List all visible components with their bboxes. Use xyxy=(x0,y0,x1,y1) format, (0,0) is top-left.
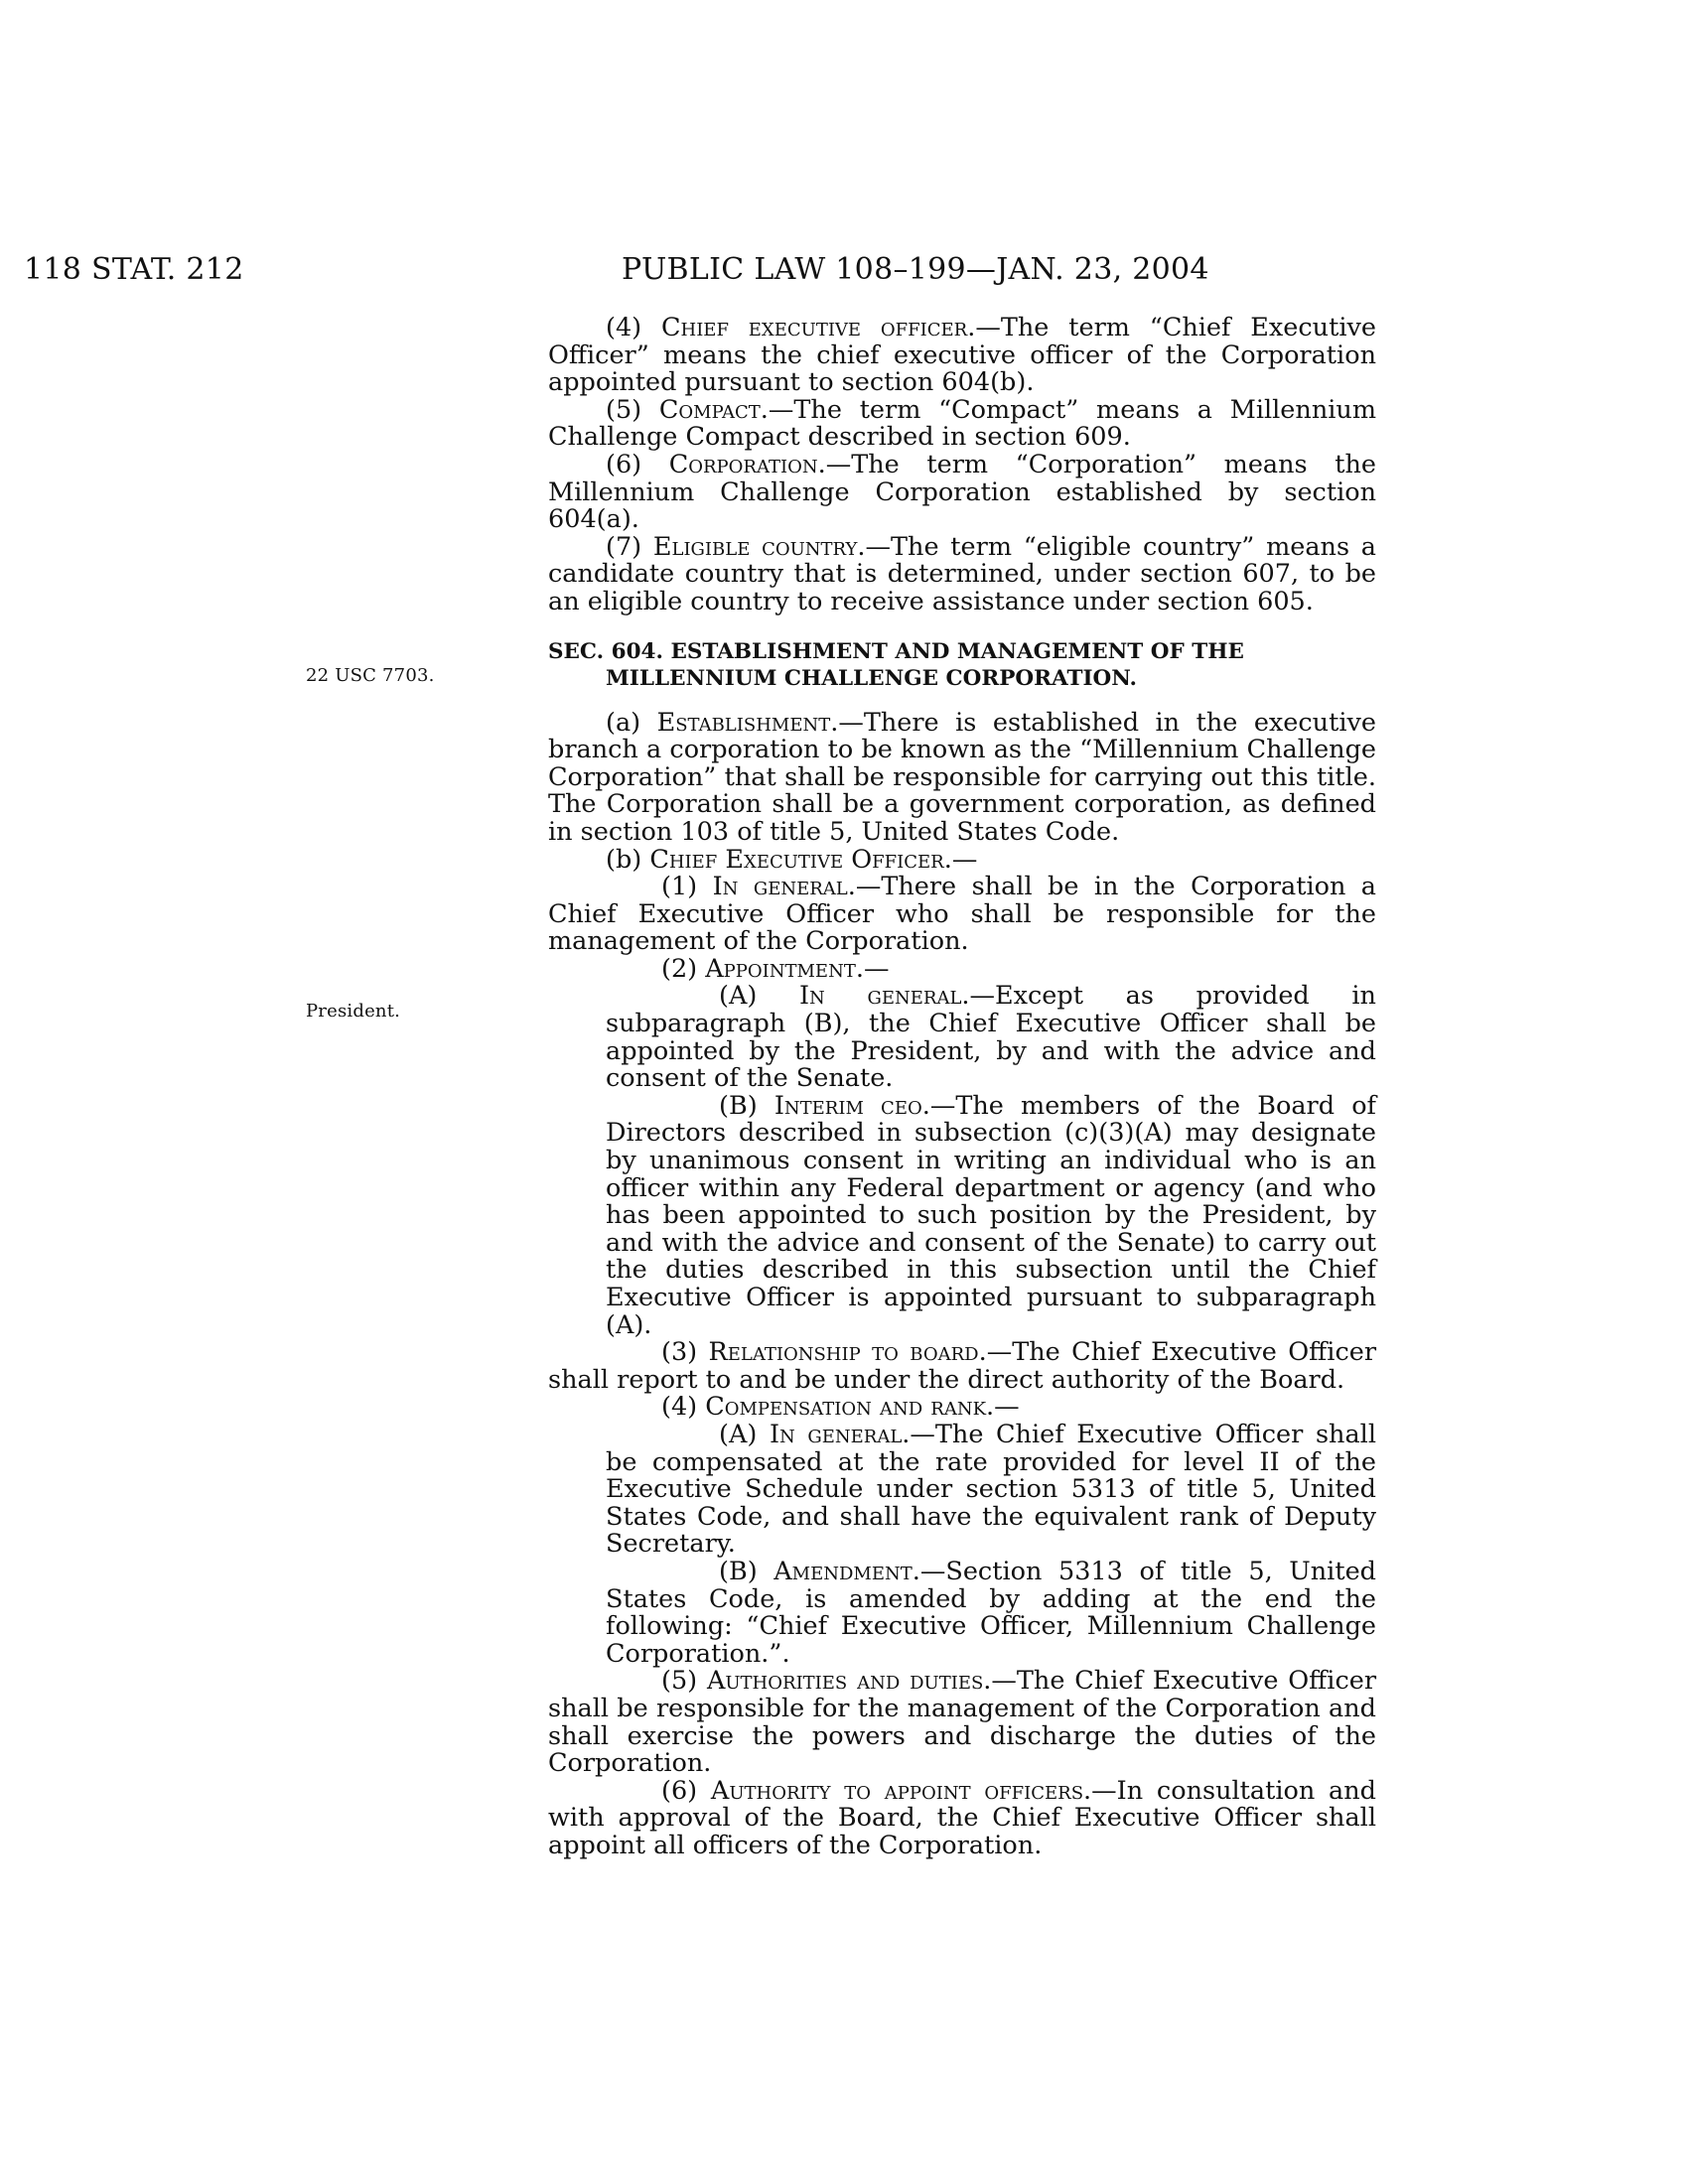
subsection-b: (b) Chief Executive Officer.— xyxy=(606,844,978,875)
definition-4: (4) Chief executive officer.—The term “Chief Executive Officer” means the chief executive officer of the Corporation appointed pursuant to section 604(b). xyxy=(548,313,1376,398)
paragraph-b4: (4) Compensation and rank.— xyxy=(661,1392,1020,1423)
subparagraph-group-b4 xyxy=(548,1419,1376,1669)
subparagraph-b4B: (B) Amendment.—Section 5313 of title 5, United States Code, is amended by adding at the end the following: “Chief Executive Officer, Millennium Challenge Corporation.”. xyxy=(606,1556,1376,1669)
paragraph-b1: (1) In general.—There shall be in the Corporation a Chief Executive Officer who shall be responsible for the management of the Corporation. xyxy=(548,872,1377,957)
subparagraph-b2A: (A) In general.—Except as provided in subparagraph (B), the Chief Executive Officer shall be appointed by the President, by and with the advice and consent of the Senate. xyxy=(606,981,1376,1094)
paragraph-b2: (2) Appointment.— xyxy=(661,953,890,984)
running-title: PUBLIC LAW 108–199—JAN. 23, 2004 xyxy=(622,252,1209,287)
margin-note-usc: 22 USC 7703. xyxy=(306,665,435,686)
document-body xyxy=(548,315,1376,1859)
definition-5: (5) Compact.—The term “Compact” means a Millennium Challenge Compact described in section 609. xyxy=(548,394,1377,453)
subparagraph-b2B: (B) Interim ceo.—The members of the Board of Directors described in subsection (c)(3)(A) may designate by unanimous consent in writing an individual who is an officer within any Federal department or agency (and who has been appointed to such position by the President, by and with the advice and consent of the Senate) to carry out the duties described in this subsection until the Chief Executive Officer is appointed pursuant to subparagraph (A). xyxy=(606,1090,1376,1340)
subsection-a: (a) Establishment.—There is established in the executive branch a corporation to be known as the “Millennium Challenge Corporation” that shall be responsible for carrying out this title. The Corporation shall be a government corporation, as defined in section 103 of title 5, United States Code. xyxy=(548,707,1377,847)
stat-page-number: 118 STAT. 212 xyxy=(24,252,244,287)
subparagraph-b4A: (A) In general.—The Chief Executive Officer shall be compensated at the rate provided for level II of the Executive Schedule under section 5313 of title 5, United States Code, and shall have the equivalent rank of Deputy Secretary. xyxy=(606,1419,1376,1560)
section-heading: SEC. 604. ESTABLISHMENT AND MANAGEMENT OF THE MILLENNIUM CHALLENGE CORPORATION. xyxy=(548,638,1244,691)
paragraph-b3: (3) Relationship to board.—The Chief Executive Officer shall report to and be under the direct authority of the Board. xyxy=(548,1337,1377,1395)
definition-7: (7) Eligible country.—The term “eligible country” means a candidate country that is determined, under section 607, to be an eligible country to receive assistance under section 605. xyxy=(548,531,1376,616)
page-header xyxy=(0,252,1688,292)
paragraph-b6: (6) Authority to appoint officers.—In consultation and with approval of the Board, the Chief Executive Officer shall appoint all officers of the Corporation. xyxy=(548,1775,1377,1860)
subparagraph-group-b2 xyxy=(548,983,1376,1339)
definition-6: (6) Corporation.—The term “Corporation” means the Millennium Challenge Corporation established by section 604(a). xyxy=(548,449,1376,535)
margin-note-president: President. xyxy=(306,1001,401,1022)
paragraph-b5: (5) Authorities and duties.—The Chief Executive Officer shall be responsible for the management of the Corporation and shall exercise the powers and discharge the duties of the Corporation. xyxy=(548,1666,1377,1779)
